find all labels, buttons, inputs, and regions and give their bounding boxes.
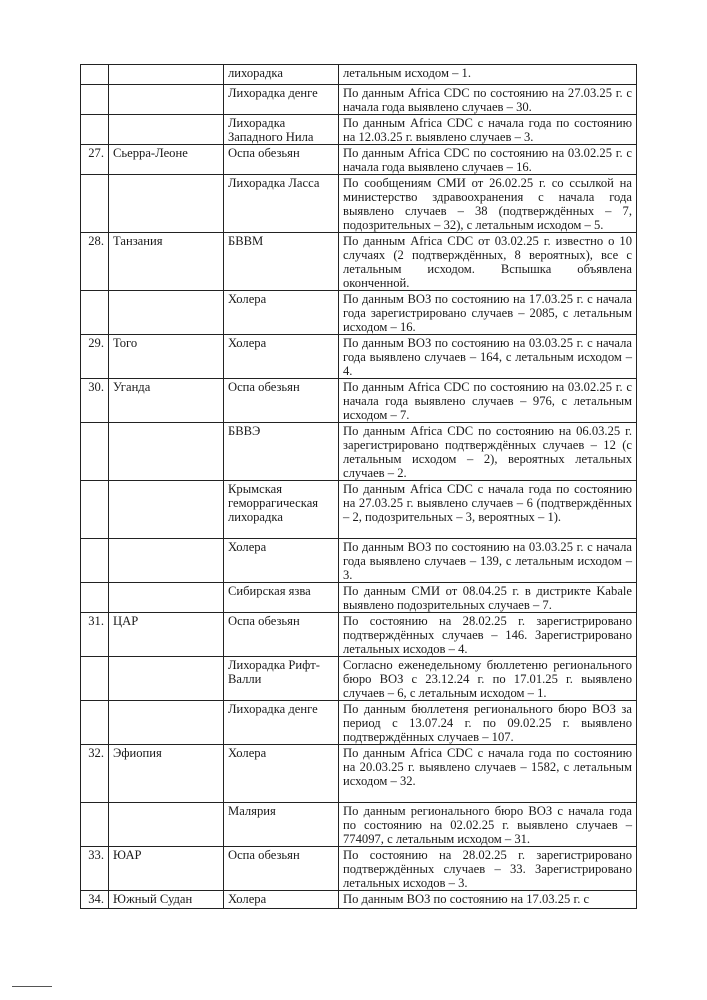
info-cell: По состоянию на 28.02.25 г. зарегистрировано подтверждённых случаев – 146. Зарегистрировано летальных исходов – 4. — [339, 613, 637, 657]
country-cell: Того — [109, 335, 224, 379]
disease-cell: Холера — [224, 539, 339, 583]
disease-cell: Холера — [224, 335, 339, 379]
table-row — [81, 613, 637, 657]
country-cell: ЮАР — [109, 847, 224, 891]
info-cell: летальным исходом – 1. — [339, 65, 637, 85]
disease-cell: Оспа обезьян — [224, 613, 339, 657]
row-number — [81, 583, 109, 613]
row-number: 27. — [81, 145, 109, 175]
table-row — [81, 657, 637, 701]
table-row — [81, 847, 637, 891]
info-cell: По данным ВОЗ по состоянию на 03.03.25 г. с начала года выявлено случаев – 164, с летальным исходом – 4. — [339, 335, 637, 379]
table-row — [81, 175, 637, 233]
disease-cell: Лихорадка Рифт-Валли — [224, 657, 339, 701]
disease-cell: Лихорадка денге — [224, 85, 339, 115]
table-row — [81, 145, 637, 175]
disease-cell: Лихорадка Западного Нила — [224, 115, 339, 145]
disease-cell: БВВМ — [224, 233, 339, 291]
row-number: 28. — [81, 233, 109, 291]
row-number — [81, 65, 109, 85]
row-number — [81, 85, 109, 115]
info-cell: По данным Africa CDC от 03.02.25 г. известно о 10 случаях (2 подтверждённых, 8 вероятных), все с летальным исходом. Вспышка объявлена оконченной. — [339, 233, 637, 291]
disease-cell: Холера — [224, 745, 339, 803]
row-number: 33. — [81, 847, 109, 891]
table-row — [81, 85, 637, 115]
row-number — [81, 803, 109, 847]
info-cell: По данным Africa CDC по состоянию на 27.03.25 г. с начала года выявлено случаев – 30. — [339, 85, 637, 115]
disease-cell: БВВЭ — [224, 423, 339, 481]
info-cell: По данным Africa CDC по состоянию на 03.02.25 г. с начала года выявлено случаев – 976, с летальным исходом – 7. — [339, 379, 637, 423]
table-row — [81, 745, 637, 803]
info-cell: По данным ВОЗ по состоянию на 17.03.25 г. с начала года зарегистрировано случаев – 2085, с летальным исходом – 16. — [339, 291, 637, 335]
disease-cell: Малярия — [224, 803, 339, 847]
info-cell: По данным СМИ от 08.04.25 г. в дистрикте Kabale выявлено подозрительных случаев – 7. — [339, 583, 637, 613]
row-number: 31. — [81, 613, 109, 657]
disease-cell: Оспа обезьян — [224, 145, 339, 175]
footer-divider — [12, 986, 52, 987]
country-cell — [109, 539, 224, 583]
disease-cell: Крымская геморрагическая лихорадка — [224, 481, 339, 539]
country-cell: Танзания — [109, 233, 224, 291]
table-row — [81, 803, 637, 847]
info-cell: По данным регионального бюро ВОЗ с начала года по состоянию на 02.02.25 г. выявлено случаев – 774097, с летальным исходом – 31. — [339, 803, 637, 847]
info-cell: По данным бюллетеня регионального бюро ВОЗ за период с 13.07.24 г. по 09.02.25 г. выявлено подтверждённых случаев – 107. — [339, 701, 637, 745]
info-cell: По данным Africa CDC по состоянию на 06.03.25 г. зарегистрировано подтверждённых случаев – 12 (с летальным исходом – 2), вероятных летальных случаев – 2. — [339, 423, 637, 481]
table-row — [81, 115, 637, 145]
country-cell — [109, 65, 224, 85]
table-row — [81, 891, 637, 909]
info-cell: Согласно еженедельному бюллетеню регионального бюро ВОЗ с 23.12.24 г. по 17.01.25 г. выявлено случаев – 6, с летальным исходом – 1. — [339, 657, 637, 701]
table-row — [81, 379, 637, 423]
country-cell — [109, 481, 224, 539]
row-number — [81, 175, 109, 233]
country-cell: Уганда — [109, 379, 224, 423]
table-row — [81, 65, 637, 85]
info-cell: По данным Africa CDC с начала года по состоянию на 27.03.25 г. выявлено случаев – 6 (подтверждённых – 2, подозрительных – 3, вероятных – 1). — [339, 481, 637, 539]
disease-cell: Лихорадка денге — [224, 701, 339, 745]
info-cell: По данным ВОЗ по состоянию на 03.03.25 г. с начала года выявлено случаев – 139, с летальным исходом – 3. — [339, 539, 637, 583]
info-cell: По сообщениям СМИ от 26.02.25 г. со ссылкой на министерство здравоохранения с начала года выявлено случаев – 38 (подтверждённых – 7, подозрительных – 32), с летальным исходом – 5. — [339, 175, 637, 233]
disease-cell: Оспа обезьян — [224, 847, 339, 891]
info-cell: По данным Africa CDC с начала года по состоянию на 12.03.25 г. выявлено случаев – 3. — [339, 115, 637, 145]
row-number — [81, 657, 109, 701]
row-number — [81, 115, 109, 145]
table-row — [81, 539, 637, 583]
table-row — [81, 701, 637, 745]
country-cell — [109, 583, 224, 613]
disease-report-table — [80, 64, 637, 909]
country-cell: Сьерра-Леоне — [109, 145, 224, 175]
row-number — [81, 291, 109, 335]
country-cell — [109, 85, 224, 115]
country-cell — [109, 803, 224, 847]
country-cell — [109, 291, 224, 335]
table-row — [81, 291, 637, 335]
row-number — [81, 423, 109, 481]
row-number: 32. — [81, 745, 109, 803]
row-number: 34. — [81, 891, 109, 909]
country-cell — [109, 423, 224, 481]
row-number — [81, 539, 109, 583]
info-cell: По данным Africa CDC с начала года по состоянию на 20.03.25 г. выявлено случаев – 1582, с летальным исходом – 32. — [339, 745, 637, 803]
info-cell: По данным Africa CDC по состоянию на 03.02.25 г. с начала года выявлено случаев – 16. — [339, 145, 637, 175]
country-cell — [109, 115, 224, 145]
row-number: 29. — [81, 335, 109, 379]
table-row — [81, 583, 637, 613]
table-row — [81, 233, 637, 291]
disease-cell: Лихорадка Ласса — [224, 175, 339, 233]
info-cell: По состоянию на 28.02.25 г. зарегистрировано подтверждённых случаев – 33. Зарегистрировано летальных исходов – 3. — [339, 847, 637, 891]
country-cell: Эфиопия — [109, 745, 224, 803]
row-number — [81, 481, 109, 539]
table-row — [81, 423, 637, 481]
row-number — [81, 701, 109, 745]
country-cell: ЦАР — [109, 613, 224, 657]
row-number: 30. — [81, 379, 109, 423]
disease-cell: лихорадка — [224, 65, 339, 85]
info-cell: По данным ВОЗ по состоянию на 17.03.25 г. с — [339, 891, 637, 909]
disease-cell: Оспа обезьян — [224, 379, 339, 423]
country-cell — [109, 657, 224, 701]
country-cell: Южный Судан — [109, 891, 224, 909]
table-row — [81, 481, 637, 539]
disease-cell: Холера — [224, 891, 339, 909]
country-cell — [109, 701, 224, 745]
disease-cell: Холера — [224, 291, 339, 335]
disease-cell: Сибирская язва — [224, 583, 339, 613]
country-cell — [109, 175, 224, 233]
table-row — [81, 335, 637, 379]
